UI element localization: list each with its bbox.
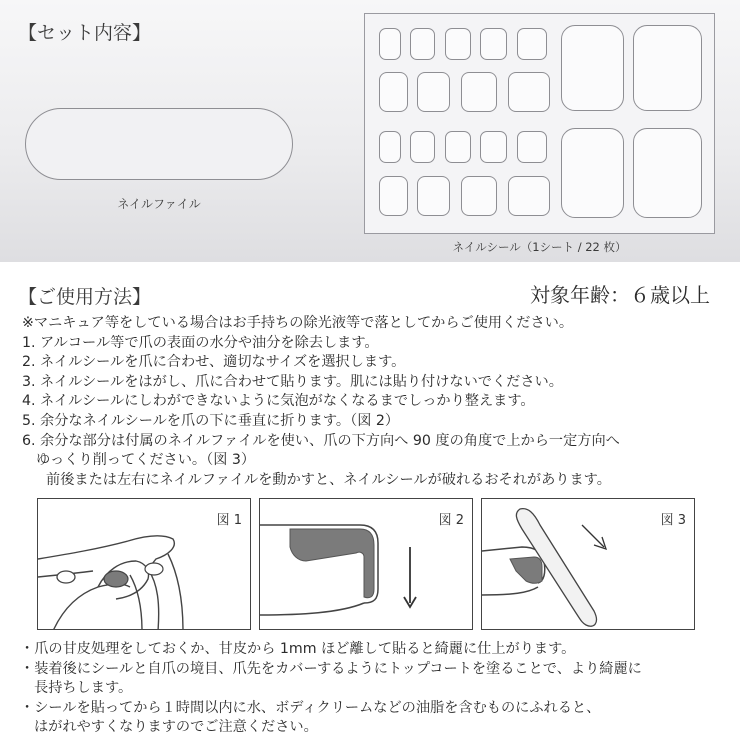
figure-1-label: 図 1	[216, 513, 242, 528]
set-contents-title: 【セット内容】	[18, 22, 152, 44]
nail-sticker-label: ネイルシール（1シート / 22 枚）	[452, 240, 627, 254]
nail-sticker	[480, 131, 507, 163]
instruction-line: 1. アルコール等で爪の表面の水分や油分を除去します。	[22, 334, 379, 351]
note-line: 長持ちします。	[34, 680, 133, 696]
instruction-warning: 前後または左右にネイルファイルを動かすと、ネイルシールが破れるおそれがあります。	[46, 471, 611, 488]
instruction-line: 5. 余分なネイルシールを爪の下に垂直に折ります。（図 2）	[22, 412, 400, 429]
nail-sticker	[379, 176, 408, 216]
nail-file-label: ネイルファイル	[117, 197, 201, 211]
figure-1	[37, 498, 251, 630]
notes-list	[20, 640, 725, 738]
nail-sticker	[410, 28, 435, 60]
nail-sticker	[517, 28, 547, 60]
nail-sticker	[561, 128, 624, 218]
nail-sticker	[461, 176, 497, 216]
instruction-line: ※マニキュア等をしている場合はお手持ちの除光液等で落としてからご使用ください。	[22, 315, 574, 331]
nail-sticker	[445, 131, 471, 163]
nail-sticker	[508, 176, 550, 216]
figure-3	[481, 498, 695, 630]
nail-sticker	[561, 25, 624, 111]
nail-file-image	[25, 108, 293, 180]
instruction-line: 4. ネイルシールにしわができないように気泡がなくなるまでしっかり整えます。	[22, 393, 535, 410]
nail-sticker	[480, 28, 507, 60]
note-line: はがれやすくなりますのでご注意ください。	[34, 719, 318, 735]
note-line: ・シールを貼ってから１時間以内に水、ボディクリームなどの油脂を含むものにふれると、	[20, 699, 601, 716]
figure-3-label: 図 3	[660, 513, 686, 528]
figure-2	[259, 498, 473, 630]
note-line: ・装着後にシールと自爪の境目、爪先をカバーするようにトップコートを塗ることで、より綺麗に	[20, 660, 642, 677]
nail-sticker	[379, 28, 401, 60]
nail-sticker	[633, 128, 702, 218]
nail-sticker	[461, 72, 497, 112]
usage-title: 【ご使用方法】	[18, 286, 152, 308]
nail-sticker	[508, 72, 550, 112]
instruction-line: ゆっくり削ってください。（図 3）	[36, 452, 256, 469]
nail-sticker	[445, 28, 471, 60]
instruction-line: 3. ネイルシールをはがし、爪に合わせて貼ります。肌には貼り付けないでください。	[22, 373, 563, 390]
nail-sticker	[417, 176, 450, 216]
figure-2-label: 図 2	[438, 513, 464, 528]
nail-sticker	[379, 72, 408, 112]
nail-sticker-sheet	[364, 13, 715, 234]
instructions-list	[22, 314, 722, 490]
nail-sticker	[410, 131, 435, 163]
nail-sticker	[417, 72, 450, 112]
nail-sticker	[633, 25, 702, 111]
instruction-line: 2. ネイルシールを爪に合わせ、適切なサイズを選択します。	[22, 354, 406, 371]
note-line: ・爪の甘皮処理をしておくか、甘皮から 1mm ほど離して貼ると綺麗に仕上がります。	[20, 641, 576, 657]
target-age: 対象年齢：６歳以上	[530, 283, 710, 307]
instruction-line: 6. 余分な部分は付属のネイルファイルを使い、爪の下方向へ 90 度の角度で上から一定方向へ	[22, 432, 620, 449]
nail-sticker	[379, 131, 401, 163]
nail-sticker	[517, 131, 547, 163]
